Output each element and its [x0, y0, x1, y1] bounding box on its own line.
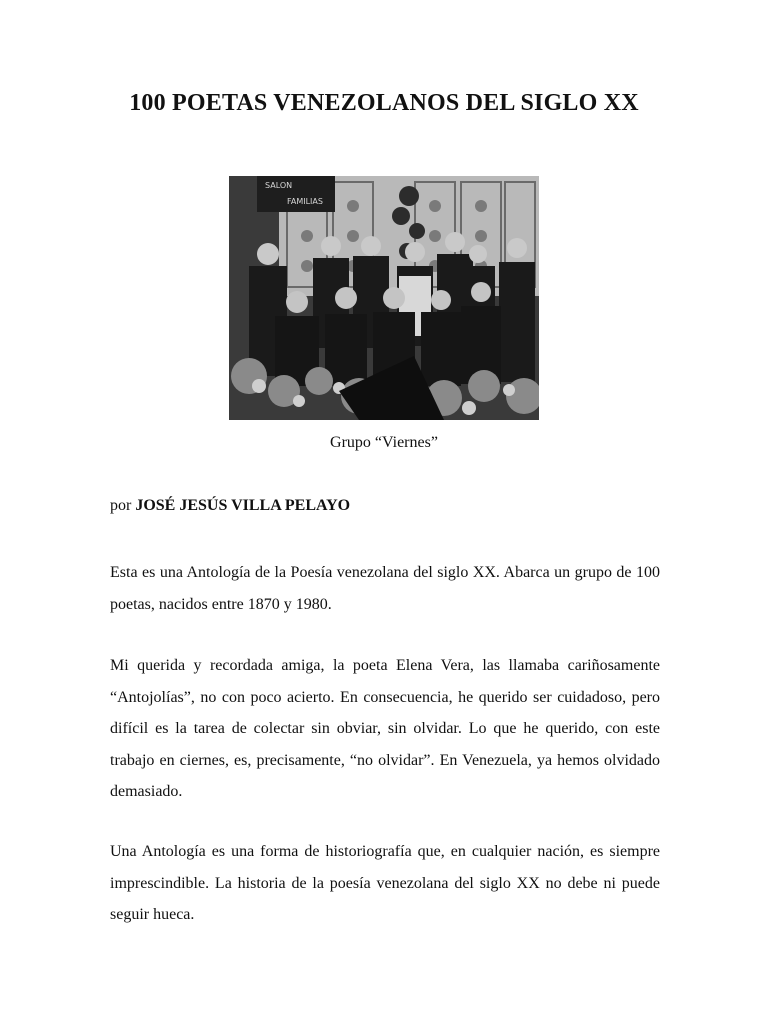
byline-prefix: por [110, 497, 132, 514]
group-photo-image [229, 176, 539, 420]
paragraph-2: Mi querida y recordada amiga, la poeta Elena Vera, las llamaba cariñosamente “Antojolías”, no con poco acierto. En consecuencia, he querido ser cuidadoso, pero difícil es la tarea de colectar sin obviar, sin olvidar. Lo que he querido, con este trabajo en ciernes, es, precisamente, “no olvidar”. En Venezuela, ya hemos olvidado demasiado. [110, 657, 660, 800]
document-title: 100 POETAS VENEZOLANOS DEL SIGLO XX [129, 90, 639, 116]
photo-caption: Grupo “Viernes” [330, 434, 438, 451]
sign-text-2: FAMILIAS [287, 197, 323, 206]
sign-text-1: SALON [265, 181, 293, 190]
byline [110, 497, 350, 515]
paragraph-1: Esta es una Antología de la Poesía venezolana del siglo XX. Abarca un grupo de 100 poetas, nacidos entre 1870 y 1980. [110, 564, 660, 613]
paragraph-3: Una Antología es una forma de historiografía que, en cualquier nación, es siempre imprescindible. La historia de la poesía venezolana del siglo XX no debe ni puede seguir hueca. [110, 843, 660, 923]
byline-author: JOSÉ JESÚS VILLA PELAYO [135, 497, 351, 514]
group-photo [229, 176, 539, 420]
